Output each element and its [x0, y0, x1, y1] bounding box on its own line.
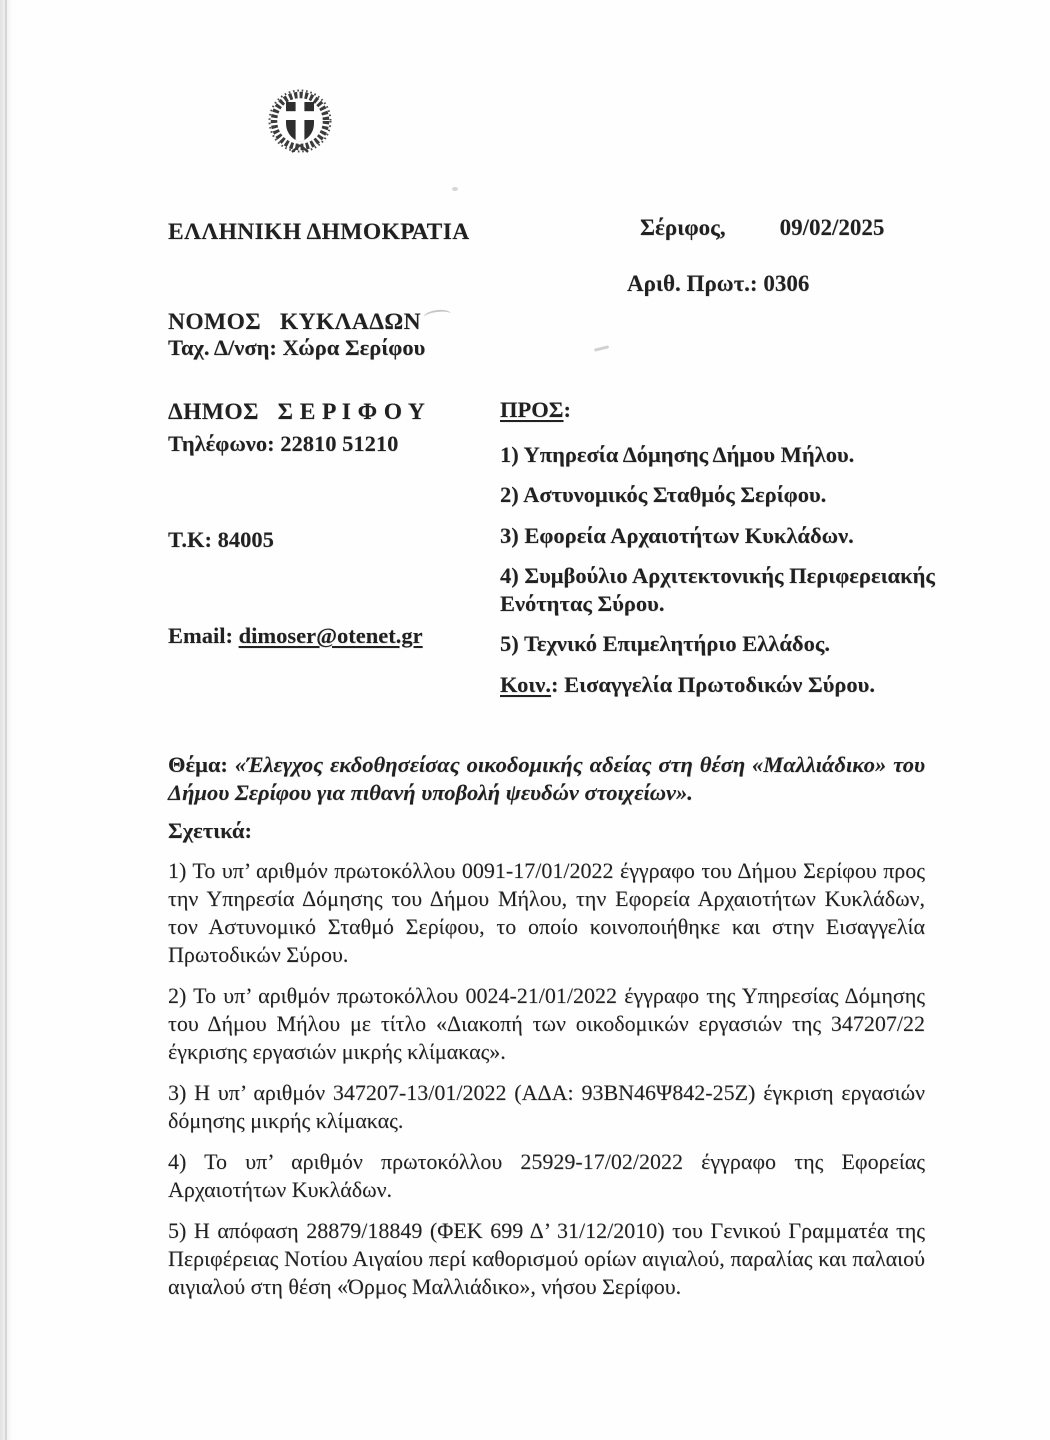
- subject-text: «Έλεγχος εκδοθησείσας οικοδομικής αδείας στη θέση «Μαλλιάδικο» του Δήμου Σερίφου για πιθανή υποβολή ψευδών στοιχείων».: [168, 752, 926, 805]
- dateline-date: 09/02/2025: [779, 215, 885, 240]
- recipients-heading-colon: :: [563, 397, 571, 422]
- reference-paragraph-1: 1) Το υπ’ αριθμόν πρωτοκόλλου 0091-17/01/2022 έγγραφο του Δήμου Σερίφου προς την Υπηρεσία Δόμησης του Δήμου Μήλου, την Εφορεία Αρχαιοτήτων Κυκλάδων, τον Αστυνομικό Σταθμό Σερίφου, το οποίο κοινοποιήθηκε και στην Εισαγγελία Πρωτοδικών Σύρου.: [168, 858, 925, 967]
- recipient-item: [500, 562, 945, 617]
- recipient-item: [500, 441, 945, 469]
- scan-artifact-dash: [594, 345, 609, 351]
- recipients-heading: [500, 396, 945, 424]
- references-block: [168, 857, 925, 1314]
- recipient-2: 2) Αστυνομικός Σταθμός Σερίφου.: [500, 482, 827, 507]
- subject-line: [168, 751, 925, 806]
- protocol-number-line: [627, 271, 809, 297]
- protocol-number: 0306: [763, 271, 810, 296]
- letterhead-prefecture: ΝΟΜΟΣ ΚΥΚΛΑΔΩΝ: [168, 309, 421, 335]
- scan-edge-line: [5, 0, 7, 1440]
- contact-postal-code: Τ.Κ: 84005: [168, 527, 274, 552]
- greek-coat-of-arms-icon: [262, 86, 338, 158]
- subject-label: Θέμα:: [168, 752, 228, 777]
- recipient-item: [500, 522, 945, 550]
- municipality-name: Σ Ε Ρ Ι Φ Ο Υ: [277, 399, 426, 425]
- dateline: [640, 215, 884, 241]
- letterhead-republic: ΕΛΛΗΝΙΚΗ ΔΗΜΟΚΡΑΤΙΑ: [168, 219, 470, 245]
- recipients-heading-word: ΠΡΟΣ: [500, 397, 564, 422]
- cc-label: Κοιν.: [500, 671, 551, 697]
- dateline-place: Σέριφος,: [640, 215, 726, 240]
- recipient-5: 5) Τεχνικό Επιμελητήριο Ελλάδος.: [500, 631, 830, 656]
- recipient-item: [500, 481, 945, 509]
- reference-paragraph-2: 2) Το υπ’ αριθμόν πρωτοκόλλου 0024-21/01/2022 έγγραφο της Υπηρεσίας Δόμησης του Δήμου Μήλου με τίτλο «Διακοπή των οικοδομικών εργασιών της 347207/22 έγκρισης εργασιών μικρής κλίμακας».: [168, 983, 925, 1064]
- related-heading: Σχετικά:: [168, 818, 252, 843]
- municipality-prefix: ΔΗΜΟΣ: [168, 399, 278, 425]
- contact-block: [168, 268, 425, 716]
- email-label: Email:: [168, 623, 239, 648]
- cc-line: [500, 671, 945, 699]
- recipient-3: 3) Εφορεία Αρχαιοτήτων Κυκλάδων.: [500, 522, 854, 548]
- reference-paragraph-5: 5) Η απόφαση 28879/18849 (ΦΕΚ 699 Δ’ 31/12/2010) του Γενικού Γραμματέα της Περιφέρειας Νοτίου Αιγαίου περί καθορισμού ορίων αιγιαλού, παραλίας και παλαιού αιγιαλού στη θέση «Όρμος Μαλλιάδικο», νήσου Σερίφου.: [168, 1218, 925, 1299]
- scan-edge-band: [0, 0, 14, 1440]
- recipient-4-line2: Ενότητας Σύρου.: [500, 590, 665, 616]
- recipient-1: 1) Υπηρεσία Δόμησης Δήμου Μήλου.: [500, 441, 855, 467]
- cc-text: : Εισαγγελία Πρωτοδικών Σύρου.: [550, 671, 875, 697]
- contact-address: Ταχ. Δ/νση: Χώρα Σερίφου: [168, 335, 426, 360]
- scan-artifact-speck: [452, 187, 458, 191]
- contact-email-line: [168, 620, 425, 652]
- recipients-block: [500, 396, 945, 698]
- recipient-item: [500, 630, 945, 658]
- reference-paragraph-4: 4) Το υπ’ αριθμόν πρωτοκόλλου 25929-17/02/2022 έγγραφο της Εφορείας Αρχαιοτήτων Κυκλάδων.: [168, 1149, 925, 1202]
- recipient-4-line1: 4) Συμβούλιο Αρχιτεκτονικής Περιφερειακής: [500, 563, 935, 588]
- email-address: dimoser@otenet.gr: [238, 623, 423, 648]
- protocol-label: Αριθ. Πρωτ.:: [627, 271, 764, 296]
- reference-paragraph-3: 3) Η υπ’ αριθμόν 347207-13/01/2022 (ΑΔΑ: 93ΒΝ46Ψ842-25Ζ) έγκριση εργασιών δόμησης μικρής κλίμακας.: [168, 1080, 925, 1133]
- contact-phone: Τηλέφωνο: 22810 51210: [168, 431, 399, 456]
